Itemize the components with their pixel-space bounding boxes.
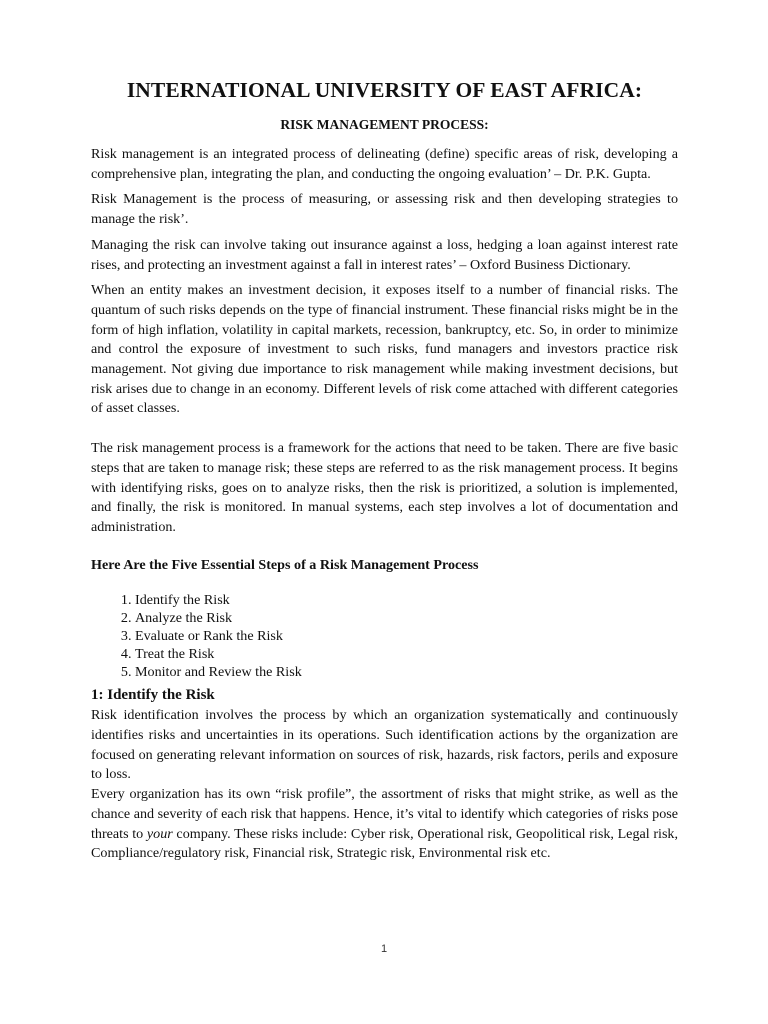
paragraph-definition-oxford: Managing the risk can involve taking out insurance against a loss, hedging a loan against interest rate rises, and protecting an investment against a fall in interest rates’ – Oxford Business Dictionary. <box>91 236 678 273</box>
paragraph-investment-risk: When an entity makes an investment decision, it exposes itself to a number of financial risks. The quantum of such risks depends on the type of financial instrument. These financial risks might be in the form of high inflation, volatility in capital markets, recession, bankruptcy, etc. So, in order to minimize and control the exposure of investment to such risks, fund managers and investors practice risk management. Not giving due importance to risk management while making investment decisions, but risk arises due to change in an economy. Different levels of risk come attached with different categories of asset classes. <box>91 282 678 417</box>
paragraph-risk-profile <box>91 785 678 864</box>
list-item: 5. Monitor and Review the Risk <box>135 664 678 682</box>
steps-list <box>91 592 678 681</box>
list-item: 2. Analyze the Risk <box>135 610 678 628</box>
list-item: 3. Evaluate or Rank the Risk <box>135 628 678 646</box>
steps-heading: Here Are the Five Essential Steps of a Risk Management Process <box>91 556 479 573</box>
page-number: 1 <box>380 943 388 955</box>
paragraph-risk-identification: Risk identification involves the process by which an organization systematically and continuously identifies risks and uncertainties in its operations. Such identification actions by the organization are focused on generating relevant information on sources of risk, hazards, risk factors, perils and exposure to loss. <box>91 707 678 783</box>
document-subtitle: RISK MANAGEMENT PROCESS: <box>280 117 489 132</box>
risk-profile-text-a: Every organization has its own “risk profile”, the assortment of risks that might strike, as well as the chance and severity of each risk that happens. Hence, it’s vital to identify which categories of risks pose threats to <box>91 786 678 842</box>
paragraph-process-overview: The risk management process is a framework for the actions that need to be taken. There are five basic steps that are taken to manage risk; these steps are referred to as the risk management process. It begins with identifying risks, goes on to analyze risks, then the risk is prioritized, a solution is implemented, and finally, the risk is monitored. In manual systems, each step involves a lot of documentation and administration. <box>91 440 678 535</box>
document-title: INTERNATIONAL UNIVERSITY OF EAST AFRICA: <box>126 78 643 102</box>
page-content <box>91 78 678 864</box>
section-heading-identify-risk: 1: Identify the Risk <box>91 687 215 704</box>
list-item: 4. Treat the Risk <box>135 646 678 664</box>
paragraph-definition-gupta: Risk management is an integrated process of delineating (define) specific areas of risk, developing a comprehensive plan, integrating the plan, and conducting the ongoing evaluation’ – Dr. P.K. Gupta. <box>91 146 678 182</box>
risk-profile-text-b: company. These risks include: Cyber risk, Operational risk, Geopolitical risk, Legal risk, Compliance/regulatory risk, Financial risk, Strategic risk, Environmental risk etc. <box>91 825 679 862</box>
list-item: 1. Identify the Risk <box>135 592 678 610</box>
risk-profile-emphasis: your <box>146 825 173 842</box>
paragraph-definition-measuring: Risk Management is the process of measuring, or assessing risk and then developing strategies to manage the risk’. <box>91 191 678 228</box>
